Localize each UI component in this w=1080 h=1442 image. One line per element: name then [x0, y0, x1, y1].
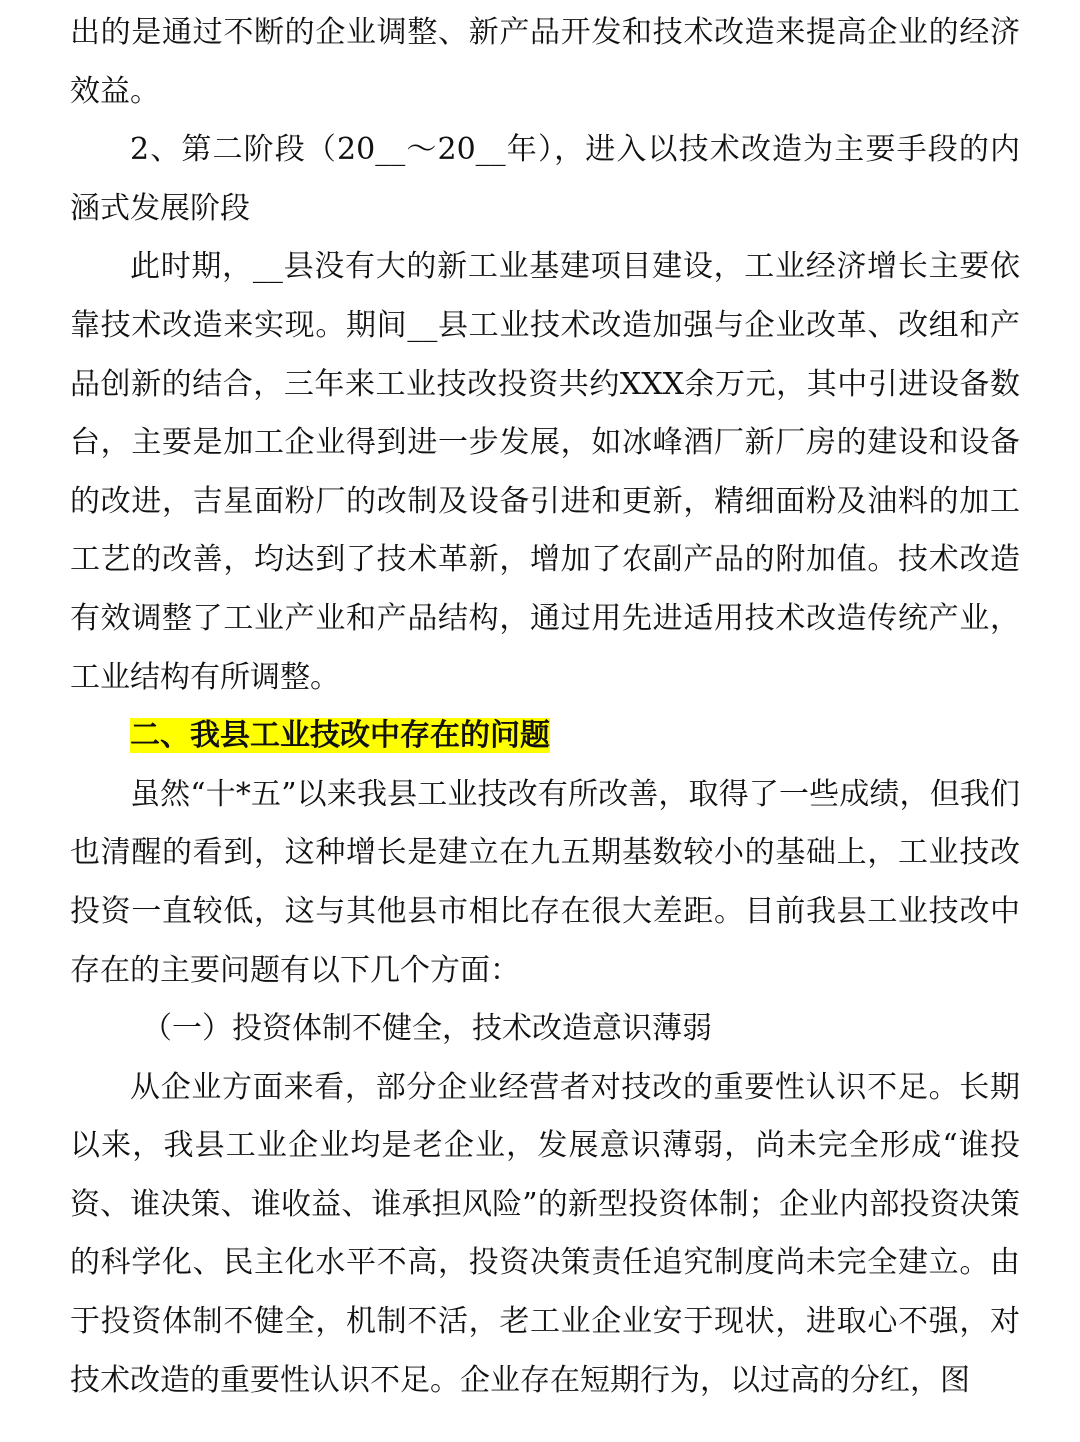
paragraph-enterprise-view: 从企业方面来看，部分企业经营者对技改的重要性认识不足。长期以来，我县工业企业均是老企业，发展意识薄弱，尚未完全形成“谁投资、谁决策、谁收益、谁承担风险”的新型投资体制；企业内部投资决策的科学化、民主化水平不高，投资决策责任追究制度尚未完全建立。由于投资体制不健全，机制不活，老工业企业安于现状，进取心不强，对技术改造的重要性认识不足。企业存在短期行为，以过高的分红，图: [70, 1069, 1020, 1398]
highlighted-heading-text: 二、我县工业技改中存在的问题: [130, 718, 550, 754]
paragraph-although: 虽然“十*五”以来我县工业技改有所改善，取得了一些成绩，但我们也清醒的看到，这种增长是建立在九五期基数较小的基础上，工业技改投资一直较低，这与其他县市相比存在很大差距。目前我县工业技改中存在的主要问题有以下几个方面：: [70, 776, 1020, 988]
document-body: [70, 4, 1020, 1410]
paragraph-second-stage: 2、第二阶段（20__～20__年），进入以技术改造为主要手段的内涵式发展阶段: [70, 132, 1020, 226]
subsection-heading: （一）投资体制不健全，技术改造意识薄弱: [142, 1011, 712, 1047]
section-heading: [70, 707, 1020, 766]
paragraph-this-period: 此时期，__县没有大的新工业基建项目建设，工业经济增长主要依靠技术改造来实现。期间__县工业技术改造加强与企业改革、改组和产品创新的结合，三年来工业技改投资共约XXX余万元，其中引进设备数台，主要是加工企业得到进一步发展，如冰峰酒厂新厂房的建设和设备的改进，吉星面粉厂的改制及设备引进和更新，精细面粉及油料的加工工艺的改善，均达到了技术革新，增加了农副产品的附加值。技术改造有效调整了工业产业和产品结构，通过用先进适用技术改造传统产业，工业结构有所调整。: [70, 249, 1020, 695]
paragraph-economic-benefit: 出的是通过不断的企业调整、新产品开发和技术改造来提高企业的经济效益。: [70, 15, 1020, 109]
